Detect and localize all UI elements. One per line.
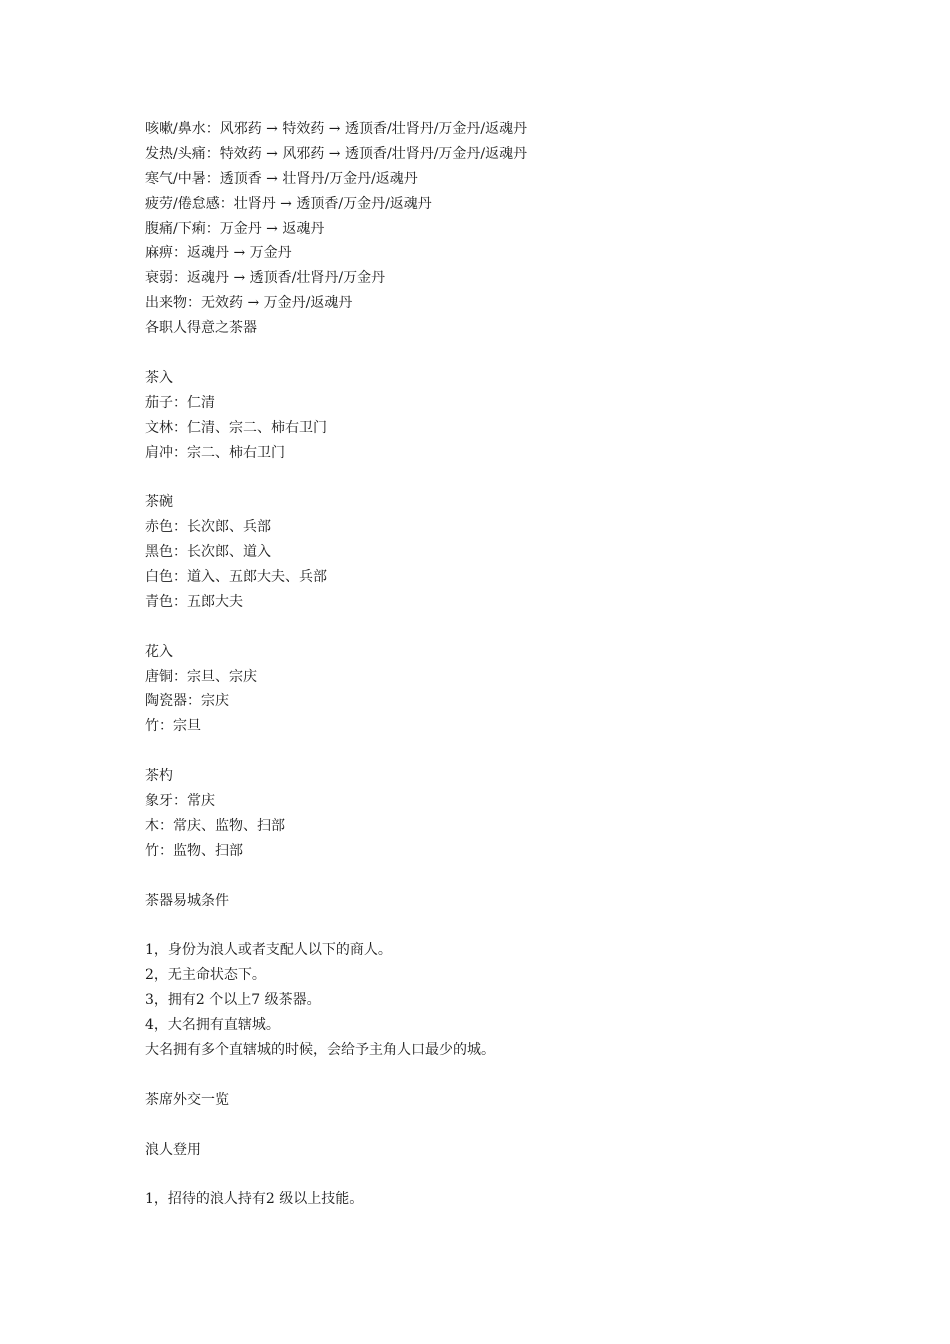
cure-line: 疲劳/倦怠感：壮肾丹 → 透顶香/万金丹/返魂丹 bbox=[145, 195, 432, 212]
list-item: 3，拥有2 个以上7 级茶器。 bbox=[145, 992, 321, 1009]
section-heading-exchange: 茶器易城条件 bbox=[145, 892, 229, 909]
list-item: 赤色：长次郎、兵部 bbox=[145, 519, 271, 536]
document-body bbox=[145, 117, 845, 1212]
cure-line: 腹痛/下痢：万金丹 → 返魂丹 bbox=[145, 220, 325, 237]
spacer bbox=[145, 739, 845, 764]
spacer bbox=[145, 465, 845, 490]
list-item: 白色：道入、五郎大夫、兵部 bbox=[145, 569, 327, 586]
list-item: 肩冲：宗二、柿右卫门 bbox=[145, 444, 285, 461]
list-item: 2，无主命状态下。 bbox=[145, 967, 266, 984]
list-item: 1，招待的浪人持有2 级以上技能。 bbox=[145, 1191, 364, 1208]
list-item: 木：常庆、监物、扫部 bbox=[145, 817, 285, 834]
subsection-heading-ronin: 浪人登用 bbox=[145, 1141, 201, 1158]
spacer bbox=[145, 914, 845, 939]
cure-line: 出来物：无效药 → 万金丹/返魂丹 bbox=[145, 295, 353, 312]
list-item: 唐铜：宗旦、宗庆 bbox=[145, 668, 257, 685]
spacer bbox=[145, 341, 845, 366]
list-item: 青色：五郎大夫 bbox=[145, 593, 243, 610]
spacer bbox=[145, 1063, 845, 1088]
cure-line: 咳嗽/鼻水：风邪药 → 特效药 → 透顶香/壮肾丹/万金丹/返魂丹 bbox=[145, 121, 528, 137]
section-heading-diplomacy: 茶席外交一览 bbox=[145, 1091, 229, 1108]
cure-line: 发热/头痛：特效药 → 风邪药 → 透顶香/壮肾丹/万金丹/返魂丹 bbox=[145, 145, 528, 162]
cure-line: 衰弱：返魂丹 → 透顶香/壮肾丹/万金丹 bbox=[145, 270, 386, 287]
subsection-heading-chaire: 茶入 bbox=[145, 369, 173, 386]
list-item: 文林：仁清、宗二、柿右卫门 bbox=[145, 419, 327, 436]
list-item: 1，身份为浪人或者支配人以下的商人。 bbox=[145, 942, 392, 959]
subsection-heading-chawan: 茶碗 bbox=[145, 494, 173, 511]
spacer bbox=[145, 1162, 845, 1187]
cure-line: 寒气/中暑：透顶香 → 壮肾丹/万金丹/返魂丹 bbox=[145, 170, 418, 187]
list-item: 黑色：长次郎、道入 bbox=[145, 544, 271, 561]
section-heading-tea-utensils: 各职人得意之茶器 bbox=[145, 320, 257, 337]
subsection-heading-chashaku: 茶杓 bbox=[145, 768, 173, 785]
subsection-heading-hanaire: 花入 bbox=[145, 643, 173, 660]
list-item: 大名拥有多个直辖城的时候，会给予主角人口最少的城。 bbox=[145, 1041, 495, 1058]
list-item: 陶瓷器：宗庆 bbox=[145, 693, 229, 710]
list-item: 竹：宗旦 bbox=[145, 718, 201, 735]
cure-line: 麻痹：返魂丹 → 万金丹 bbox=[145, 245, 292, 262]
spacer bbox=[145, 1113, 845, 1138]
list-item: 象牙：常庆 bbox=[145, 793, 215, 810]
list-item: 4，大名拥有直辖城。 bbox=[145, 1017, 280, 1034]
spacer bbox=[145, 864, 845, 889]
list-item: 茄子：仁清 bbox=[145, 394, 215, 411]
spacer bbox=[145, 615, 845, 640]
list-item: 竹：监物、扫部 bbox=[145, 842, 243, 859]
